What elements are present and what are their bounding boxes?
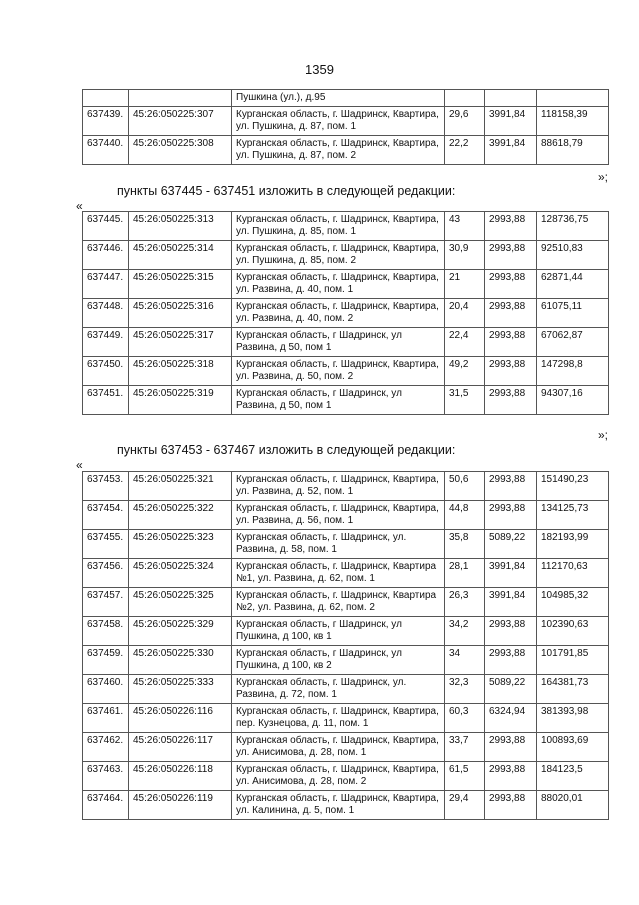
item-number-cell: 637451. [83, 386, 129, 415]
cadastral-number-cell: 45:26:050225:330 [129, 646, 232, 675]
rate-cell: 2993,88 [485, 733, 537, 762]
value-cell: 381393,98 [537, 704, 609, 733]
table-row [83, 107, 609, 136]
instruction-text: пункты 637453 - 637467 изложить в следующей редакции: [117, 443, 456, 457]
item-number-cell: 637446. [83, 241, 129, 270]
cadastral-number-cell: 45:26:050225:316 [129, 299, 232, 328]
table-row [83, 299, 609, 328]
cadastral-number-cell: 45:26:050225:318 [129, 357, 232, 386]
rate-cell: 2993,88 [485, 646, 537, 675]
rate-cell: 2993,88 [485, 212, 537, 241]
table-row [83, 270, 609, 299]
cadastral-number-cell: 45:26:050225:307 [129, 107, 232, 136]
rate-cell: 5089,22 [485, 675, 537, 704]
address-cell: Курганская область, г. Шадринск, Квартира №1, ул. Развина, д. 62, пом. 1 [232, 559, 445, 588]
address-cell: Курганская область, г. Шадринск, ул. Развина, д. 58, пом. 1 [232, 530, 445, 559]
value-cell: 134125,73 [537, 501, 609, 530]
cadastral-number-cell: 45:26:050225:325 [129, 588, 232, 617]
address-cell: Курганская область, г Шадринск, ул Развина, д 50, пом 1 [232, 328, 445, 357]
rate-cell: 3991,84 [485, 559, 537, 588]
item-number-cell: 637456. [83, 559, 129, 588]
cadastral-number-cell: 45:26:050225:308 [129, 136, 232, 165]
value-cell: 61075,11 [537, 299, 609, 328]
address-cell: Пушкина (ул.), д.95 [232, 90, 445, 107]
cadastral-number-cell: 45:26:050225:317 [129, 328, 232, 357]
rate-cell: 3991,84 [485, 136, 537, 165]
table-row [83, 386, 609, 415]
area-cell: 22,4 [445, 328, 485, 357]
rate-cell: 2993,88 [485, 241, 537, 270]
table-row [83, 501, 609, 530]
value-cell: 67062,87 [537, 328, 609, 357]
address-cell: Курганская область, г. Шадринск, Квартира, ул. Развина, д. 50, пом. 2 [232, 357, 445, 386]
rate-cell: 2993,88 [485, 791, 537, 820]
value-cell: 94307,16 [537, 386, 609, 415]
address-cell: Курганская область, г Шадринск, ул Развина, д 50, пом 1 [232, 386, 445, 415]
item-number-cell: 637453. [83, 472, 129, 501]
item-number-cell: 637445. [83, 212, 129, 241]
table-row [83, 733, 609, 762]
cadastral-number-cell: 45:26:050226:118 [129, 762, 232, 791]
rate-cell: 2993,88 [485, 617, 537, 646]
rate-cell: 2993,88 [485, 328, 537, 357]
area-cell: 31,5 [445, 386, 485, 415]
value-cell: 104985,32 [537, 588, 609, 617]
area-cell: 50,6 [445, 472, 485, 501]
table-row [83, 762, 609, 791]
area-cell: 34,2 [445, 617, 485, 646]
area-cell: 34 [445, 646, 485, 675]
table-row [83, 136, 609, 165]
value-cell: 184123,5 [537, 762, 609, 791]
cadastral-number-cell: 45:26:050225:329 [129, 617, 232, 646]
area-cell: 28,1 [445, 559, 485, 588]
value-cell: 147298,8 [537, 357, 609, 386]
registry-table-1 [82, 89, 609, 165]
table-row [83, 90, 609, 107]
area-cell: 61,5 [445, 762, 485, 791]
value-cell: 62871,44 [537, 270, 609, 299]
item-number-cell: 637461. [83, 704, 129, 733]
address-cell: Курганская область, г Шадринск, ул Пушкина, д 100, кв 2 [232, 646, 445, 675]
item-number-cell: 637439. [83, 107, 129, 136]
area-cell: 35,8 [445, 530, 485, 559]
area-cell: 22,2 [445, 136, 485, 165]
table-row [83, 530, 609, 559]
table-row [83, 646, 609, 675]
cadastral-number-cell: 45:26:050225:323 [129, 530, 232, 559]
item-number-cell: 637459. [83, 646, 129, 675]
item-number-cell: 637462. [83, 733, 129, 762]
table-row [83, 617, 609, 646]
cadastral-number-cell: 45:26:050225:319 [129, 386, 232, 415]
item-number-cell: 637454. [83, 501, 129, 530]
item-number-cell: 637449. [83, 328, 129, 357]
rate-cell: 2993,88 [485, 270, 537, 299]
item-number-cell: 637455. [83, 530, 129, 559]
closing-quote: »; [597, 428, 608, 442]
cadastral-number-cell: 45:26:050225:313 [129, 212, 232, 241]
table-row [83, 212, 609, 241]
area-cell: 30,9 [445, 241, 485, 270]
cadastral-number-cell: 45:26:050226:116 [129, 704, 232, 733]
item-number-cell: 637447. [83, 270, 129, 299]
rate-cell: 2993,88 [485, 472, 537, 501]
opening-quote: « [76, 458, 83, 472]
item-number-cell: 637463. [83, 762, 129, 791]
table-row [83, 588, 609, 617]
rate-cell: 2993,88 [485, 762, 537, 791]
address-cell: Курганская область, г Шадринск, ул Пушкина, д 100, кв 1 [232, 617, 445, 646]
closing-quote: »; [597, 170, 608, 184]
address-cell: Курганская область, г. Шадринск, Квартира, ул. Развина, д. 56, пом. 1 [232, 501, 445, 530]
item-number-cell: 637450. [83, 357, 129, 386]
rate-cell: 2993,88 [485, 299, 537, 328]
item-number-cell: 637464. [83, 791, 129, 820]
table-row [83, 559, 609, 588]
area-cell: 29,4 [445, 791, 485, 820]
rate-cell [485, 90, 537, 107]
value-cell: 88618,79 [537, 136, 609, 165]
instruction-text: пункты 637445 - 637451 изложить в следующей редакции: [117, 184, 456, 198]
area-cell: 33,7 [445, 733, 485, 762]
registry-table-2 [82, 211, 609, 415]
value-cell: 151490,23 [537, 472, 609, 501]
rate-cell: 6324,94 [485, 704, 537, 733]
cadastral-number-cell: 45:26:050226:117 [129, 733, 232, 762]
item-number-cell: 637448. [83, 299, 129, 328]
address-cell: Курганская область, г. Шадринск, Квартира, ул. Пушкина, д. 87, пом. 2 [232, 136, 445, 165]
rate-cell: 5089,22 [485, 530, 537, 559]
area-cell: 26,3 [445, 588, 485, 617]
table-row [83, 675, 609, 704]
value-cell: 102390,63 [537, 617, 609, 646]
table-row [83, 328, 609, 357]
item-number-cell: 637460. [83, 675, 129, 704]
cadastral-number-cell: 45:26:050226:119 [129, 791, 232, 820]
address-cell: Курганская область, г. Шадринск, Квартира, ул. Анисимова, д. 28, пом. 2 [232, 762, 445, 791]
table-row [83, 241, 609, 270]
registry-table-3 [82, 471, 609, 820]
item-number-cell: 637440. [83, 136, 129, 165]
address-cell: Курганская область, г. Шадринск, Квартира, ул. Развина, д. 40, пом. 2 [232, 299, 445, 328]
value-cell [537, 90, 609, 107]
rate-cell: 2993,88 [485, 386, 537, 415]
area-cell: 60,3 [445, 704, 485, 733]
opening-quote: « [76, 199, 83, 213]
value-cell: 118158,39 [537, 107, 609, 136]
rate-cell: 2993,88 [485, 501, 537, 530]
address-cell: Курганская область, г. Шадринск, Квартира, ул. Пушкина, д. 85, пом. 2 [232, 241, 445, 270]
address-cell: Курганская область, г. Шадринск, Квартира, ул. Развина, д. 52, пом. 1 [232, 472, 445, 501]
cadastral-number-cell: 45:26:050225:333 [129, 675, 232, 704]
value-cell: 128736,75 [537, 212, 609, 241]
area-cell [445, 90, 485, 107]
value-cell: 101791,85 [537, 646, 609, 675]
address-cell: Курганская область, г. Шадринск, Квартира, ул. Калинина, д. 5, пом. 1 [232, 791, 445, 820]
address-cell: Курганская область, г. Шадринск, Квартира, ул. Пушкина, д. 85, пом. 1 [232, 212, 445, 241]
area-cell: 21 [445, 270, 485, 299]
item-number-cell: 637457. [83, 588, 129, 617]
item-number-cell [83, 90, 129, 107]
cadastral-number-cell: 45:26:050225:321 [129, 472, 232, 501]
value-cell: 164381,73 [537, 675, 609, 704]
area-cell: 20,4 [445, 299, 485, 328]
cadastral-number-cell: 45:26:050225:314 [129, 241, 232, 270]
area-cell: 43 [445, 212, 485, 241]
cadastral-number-cell: 45:26:050225:315 [129, 270, 232, 299]
address-cell: Курганская область, г. Шадринск, Квартира, ул. Пушкина, д. 87, пом. 1 [232, 107, 445, 136]
value-cell: 100893,69 [537, 733, 609, 762]
area-cell: 29,6 [445, 107, 485, 136]
rate-cell: 3991,84 [485, 107, 537, 136]
table-row [83, 704, 609, 733]
address-cell: Курганская область, г. Шадринск, ул. Развина, д. 72, пом. 1 [232, 675, 445, 704]
value-cell: 92510,83 [537, 241, 609, 270]
table-row [83, 472, 609, 501]
cadastral-number-cell [129, 90, 232, 107]
rate-cell: 3991,84 [485, 588, 537, 617]
area-cell: 49,2 [445, 357, 485, 386]
table-row [83, 357, 609, 386]
value-cell: 182193,99 [537, 530, 609, 559]
address-cell: Курганская область, г. Шадринск, Квартира, пер. Кузнецова, д. 11, пом. 1 [232, 704, 445, 733]
value-cell: 88020,01 [537, 791, 609, 820]
area-cell: 32,3 [445, 675, 485, 704]
area-cell: 44,8 [445, 501, 485, 530]
item-number-cell: 637458. [83, 617, 129, 646]
address-cell: Курганская область, г. Шадринск, Квартира, ул. Развина, д. 40, пом. 1 [232, 270, 445, 299]
value-cell: 112170,63 [537, 559, 609, 588]
cadastral-number-cell: 45:26:050225:324 [129, 559, 232, 588]
table-row [83, 791, 609, 820]
cadastral-number-cell: 45:26:050225:322 [129, 501, 232, 530]
rate-cell: 2993,88 [485, 357, 537, 386]
address-cell: Курганская область, г. Шадринск, Квартира, ул. Анисимова, д. 28, пом. 1 [232, 733, 445, 762]
page-number: 1359 [305, 62, 334, 77]
address-cell: Курганская область, г. Шадринск, Квартира №2, ул. Развина, д. 62, пом. 2 [232, 588, 445, 617]
